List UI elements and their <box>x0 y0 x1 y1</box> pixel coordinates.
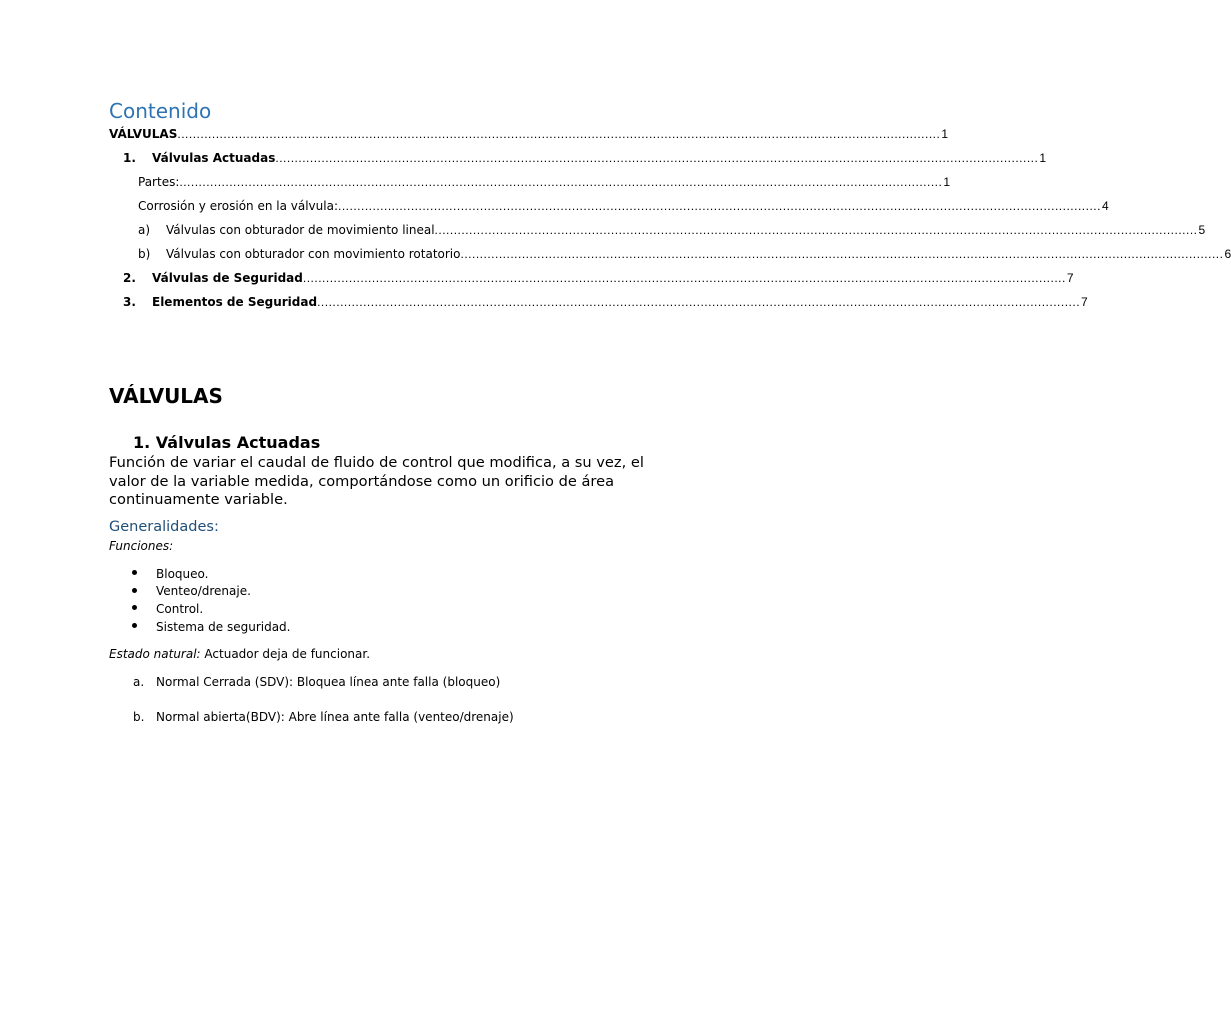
bullet-icon <box>132 588 137 593</box>
toc-page-number: 7 <box>1066 271 1074 285</box>
toc-entry-movimiento-rotatorio[interactable] <box>138 244 1231 262</box>
toc-entry-corrosion[interactable] <box>138 196 1109 214</box>
list-item: Venteo/drenaje. <box>156 584 251 598</box>
estado-natural-label: Estado natural: <box>109 647 201 661</box>
list-item: Bloqueo. <box>156 567 209 581</box>
toc-entry-number: 1. <box>123 151 136 165</box>
toc-entry-text: Corrosión y erosión en la válvula: <box>138 199 338 213</box>
list-item: Sistema de seguridad. <box>156 620 291 634</box>
toc-entry-text: VÁLVULAS <box>109 127 178 141</box>
toc-leader-dots: ....................................................................................................................................................................................................... <box>179 175 943 189</box>
toc-entry-number: 2. <box>123 271 136 285</box>
toc-entry-valvulas[interactable] <box>109 124 949 142</box>
toc-entry-text: Válvulas Actuadas <box>152 151 276 165</box>
toc-leader-dots: ....................................................................................................................................................................................................... <box>317 295 1081 309</box>
toc-leader-dots: ....................................................................................................................................................................................................... <box>177 127 941 141</box>
toc-page-number: 1 <box>943 175 951 189</box>
toc-entry-movimiento-lineal[interactable] <box>138 220 1206 238</box>
toc-entry-text: Partes: <box>138 175 180 189</box>
toc-title: Contenido <box>109 99 212 123</box>
funciones-label: Funciones: <box>109 539 174 553</box>
estado-natural-text: Actuador deja de funcionar. <box>200 647 371 661</box>
heading-valvulas-actuadas: 1. Válvulas Actuadas <box>133 433 321 452</box>
toc-page-number: 7 <box>1081 295 1088 309</box>
toc-entry-number: 3. <box>123 295 136 309</box>
toc-entry-text: Elementos de Seguridad <box>152 295 318 309</box>
toc-leader-dots: ....................................................................................................................................................................................................... <box>338 199 1101 213</box>
toc-entry-valvulas-seguridad[interactable] <box>123 268 1074 286</box>
toc-page-number: 1 <box>941 127 949 141</box>
toc-page-number: 1 <box>1039 151 1047 165</box>
heading-valvulas: VÁLVULAS <box>109 384 223 408</box>
toc-leader-dots: ....................................................................................................................................................................................................... <box>434 223 1198 237</box>
toc-entry-elementos-seguridad[interactable] <box>123 292 1088 310</box>
list-item: Normal Cerrada (SDV): Bloquea línea ante falla (bloqueo) <box>156 675 501 689</box>
list-item: Normal abierta(BDV): Abre línea ante falla (venteo/drenaje) <box>156 710 514 724</box>
bullet-icon <box>132 570 137 575</box>
toc-entry-text: Válvulas con obturador con movimiento rotatorio <box>166 247 461 261</box>
toc-entry-text: Válvulas con obturador de movimiento lineal <box>166 223 435 237</box>
list-item: Control. <box>156 602 204 616</box>
toc-page-number: 5 <box>1198 223 1206 237</box>
list-marker: b. <box>133 710 145 724</box>
intro-paragraph: Función de variar el caudal de fluido de control que modifica, a su vez, el valor de la variable medida, comportándose como un orificio de área continuamente variable. <box>109 454 644 508</box>
toc-entry-text: Válvulas de Seguridad <box>152 271 303 285</box>
list-marker: a. <box>133 675 145 689</box>
toc-leader-dots: ....................................................................................................................................................................................................... <box>460 247 1224 261</box>
toc-entry-number: b) <box>138 247 151 261</box>
toc-entry-partes[interactable] <box>138 172 951 190</box>
toc-page-number: 6 <box>1224 247 1231 261</box>
toc-leader-dots: ....................................................................................................................................................................................................... <box>302 271 1066 285</box>
heading-generalidades: Generalidades: <box>109 519 219 535</box>
toc-entry-number: a) <box>138 223 151 237</box>
estado-natural-line <box>109 646 370 662</box>
bullet-icon <box>132 605 137 610</box>
toc-entry-valvulas-actuadas[interactable] <box>123 148 1047 166</box>
bullet-icon <box>132 623 137 628</box>
toc-leader-dots: ....................................................................................................................................................................................................... <box>275 151 1039 165</box>
toc-page-number: 4 <box>1101 199 1109 213</box>
